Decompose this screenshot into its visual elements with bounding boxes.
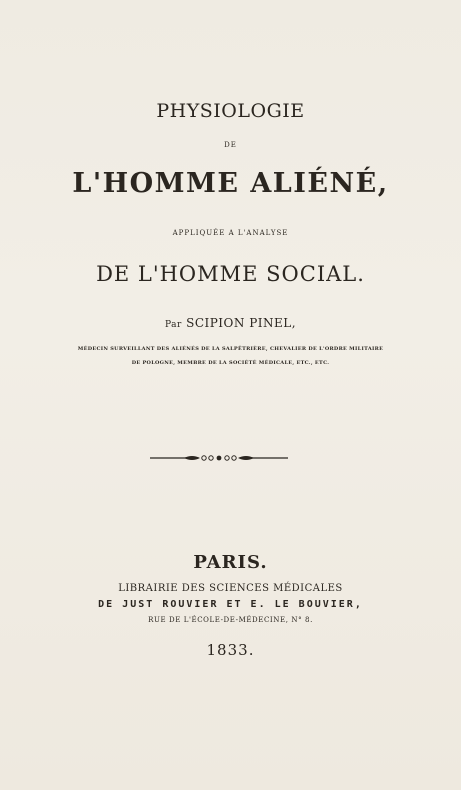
title-line-physiologie: PHYSIOLOGIE — [156, 100, 305, 122]
imprint-year: 1833. — [206, 641, 255, 659]
subtitle-line-appliquee: APPLIQUÉE A L'ANALYSE — [172, 229, 289, 237]
author-line — [0, 316, 461, 330]
title-line-main: L'HOMME ALIÉNÉ, — [72, 168, 389, 199]
imprint-publisher-line2: DE JUST ROUVIER ET E. LE BOUVIER, — [98, 599, 363, 610]
subtitle-line-homme-social: DE L'HOMME SOCIAL. — [96, 262, 365, 286]
imprint-publisher-line1: LIBRAIRIE DES SCIENCES MÉDICALES — [118, 583, 343, 594]
imprint-address: RUE DE L'ÉCOLE-DE-MÉDECINE, N° 8. — [148, 616, 313, 624]
title-line-de: DE — [224, 141, 237, 149]
imprint-city: PARIS. — [193, 552, 268, 573]
author-credentials-line2: DE POLOGNE, MEMBRE DE LA SOCIÉTÉ MÉDICALE, ETC., ETC. — [131, 360, 330, 366]
author-credentials-line1: MÉDECIN SURVEILLANT DES ALIÉNÉS DE LA SALPÊTRIÈRE, CHEVALIER DE L'ORDRE MILITAIRE — [77, 346, 384, 352]
author-prefix: Par — [164, 320, 182, 330]
author-name: SCIPION PINEL, — [186, 316, 297, 330]
ornament-divider-icon — [148, 451, 290, 465]
